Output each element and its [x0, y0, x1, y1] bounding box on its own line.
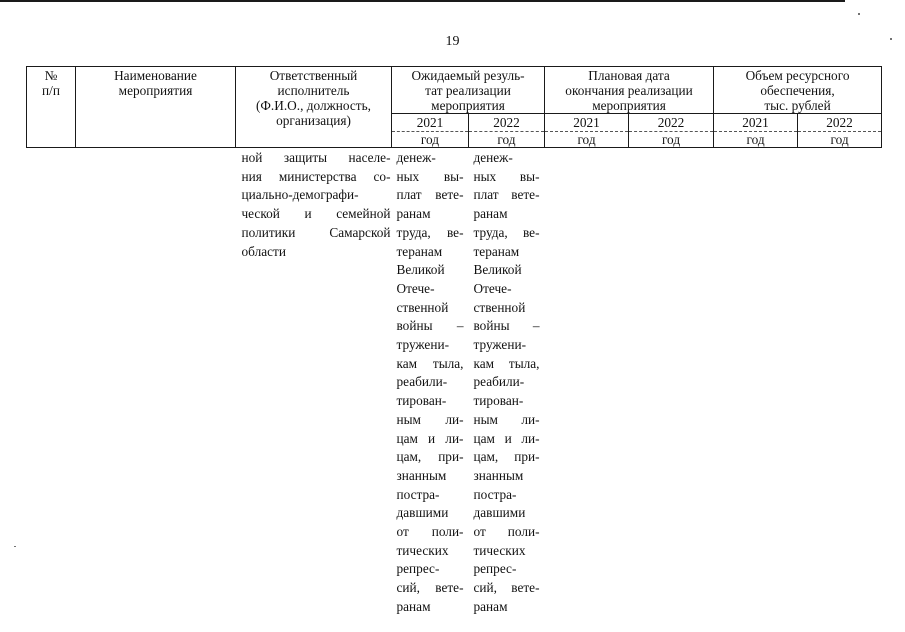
header-year-result-2022: 2022 год: [469, 114, 545, 148]
result-2022-text: денеж- ных вы- плат вете- ранам труда, ве- теранам Великой Отече- ственной войны – тружени- кам тыла, реабили- тирован- ным ли- цам и ли- цам, при- знанным постра- давшими от поли- тических репрес- сий, вете- ранам: [473, 150, 540, 614]
table-row: [27, 148, 882, 617]
executor-text-last: области: [241, 243, 286, 259]
result-2021-text: денеж- ных вы- плат вете- ранам труда, ве- теранам Великой Отече- ственной войны – тружени- кам тыла, реабили- тирован- ным ли- цам и ли- цам, при- знанным постра- давшими от поли- тических репрес- сий, вете- ранам: [396, 150, 464, 614]
header-resource-volume: Объем ресурсного обеспечения, тыс. рублей: [714, 67, 882, 114]
cell-result-2021: [392, 148, 469, 617]
scan-speck: [858, 13, 860, 15]
cell-responsible-executor: [236, 148, 392, 617]
header-year-resource-2021: 2021 год: [714, 114, 798, 148]
activities-table: [26, 66, 882, 617]
header-responsible-executor: Ответственный исполнитель (Ф.И.О., должность, организация): [236, 67, 392, 148]
cell-activity-name: [76, 148, 236, 617]
scan-speck: [14, 546, 16, 547]
cell-resource-2021: [714, 148, 798, 617]
cell-resource-2022: [798, 148, 882, 617]
header-year-date-2021: 2021 год: [545, 114, 629, 148]
header-year-resource-2022: 2022 год: [798, 114, 882, 148]
header-number: № п/п: [27, 67, 76, 148]
header-activity-name: Наименование мероприятия: [76, 67, 236, 148]
header-planned-date: Плановая дата окончания реализации мероприятия: [545, 67, 714, 114]
cell-date-2022: [629, 148, 714, 617]
page-number: 19: [445, 34, 460, 49]
header-expected-result: Ожидаемый резуль- тат реализации мероприятия: [392, 67, 545, 114]
executor-text: ной защиты населе- ния министерства со- циально-демографи- ческой и семейной политики Самарской: [241, 150, 391, 240]
cell-result-2022: [469, 148, 545, 617]
cell-number: [27, 148, 76, 617]
header-year-date-2022: 2022 год: [629, 114, 714, 148]
header-year-result-2021: 2021 год: [392, 114, 469, 148]
cell-date-2021: [545, 148, 629, 617]
top-rule: [0, 0, 845, 2]
